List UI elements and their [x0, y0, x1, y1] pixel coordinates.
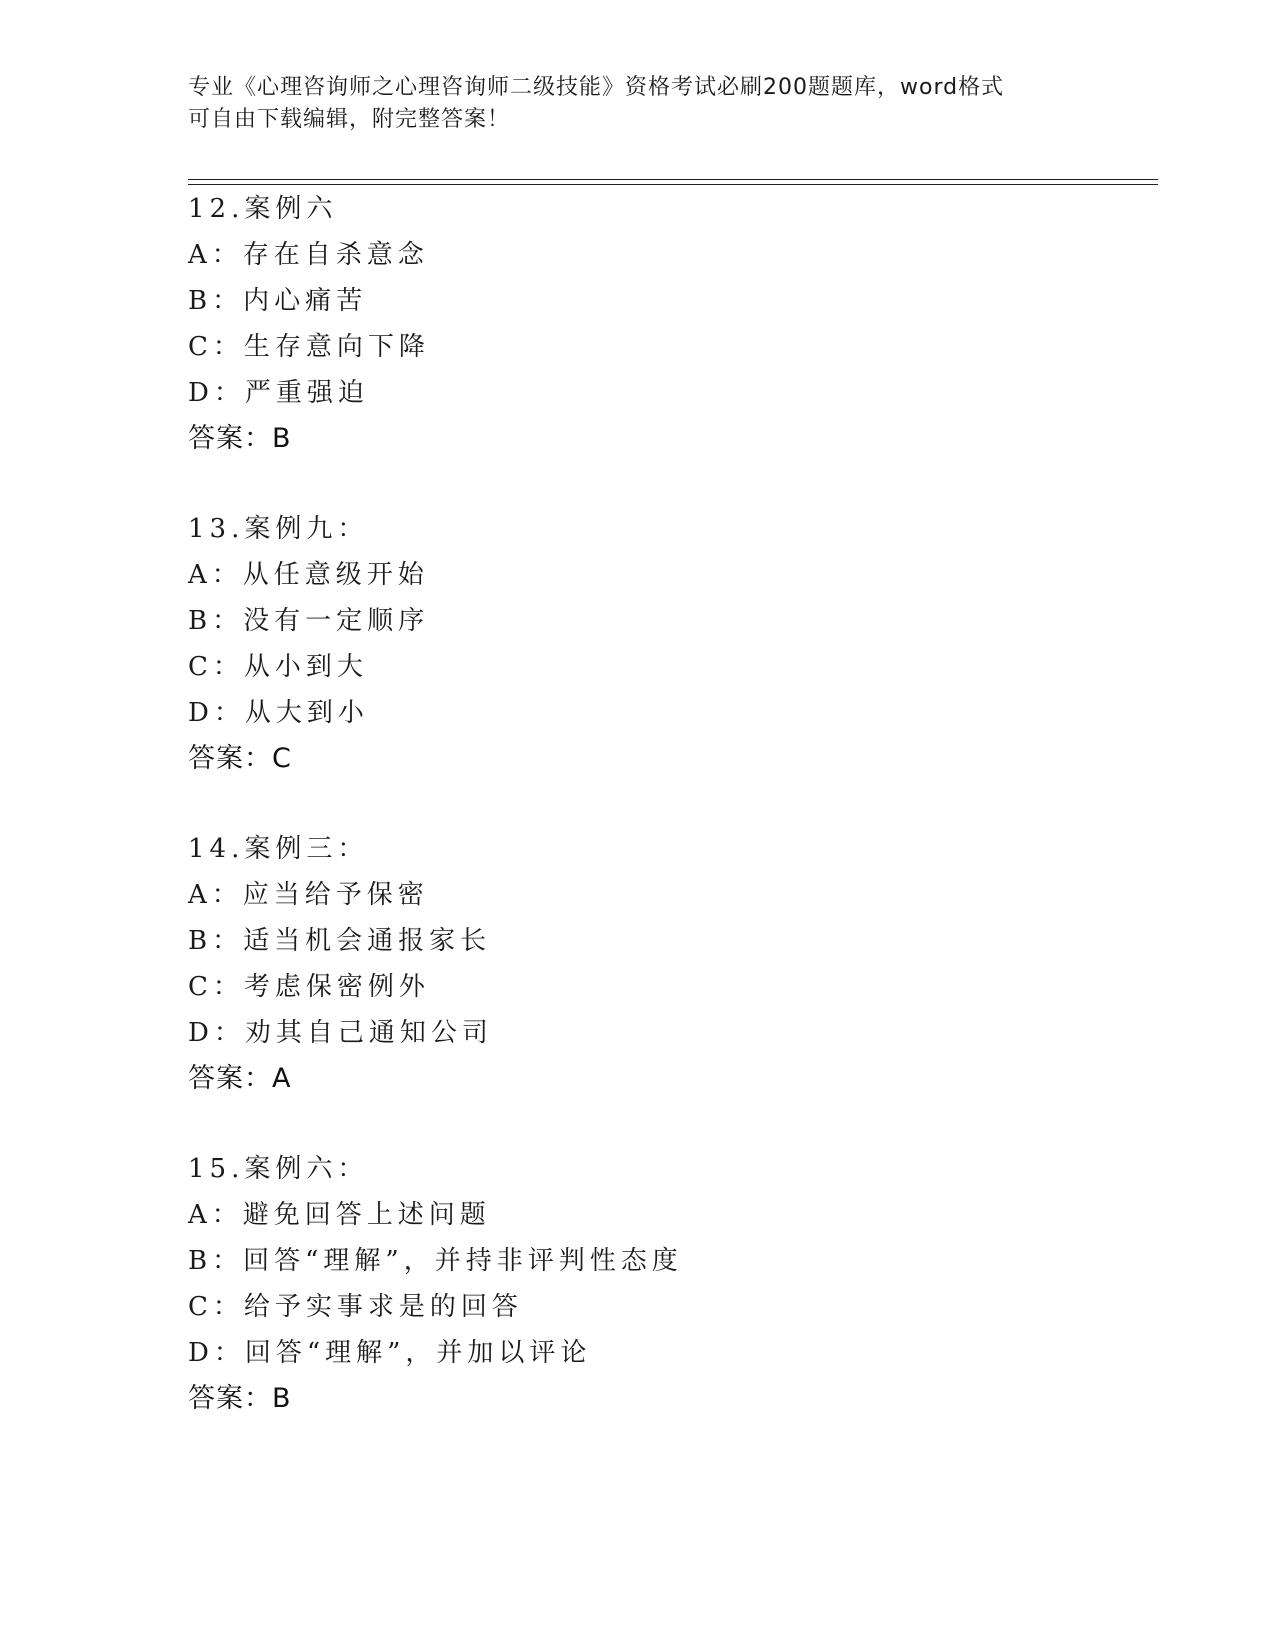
answer-label: 答案：C [188, 743, 292, 774]
question-12 [188, 186, 1148, 462]
option-d: D：劝其自己通知公司 [188, 1018, 493, 1048]
option-c: C：从小到大 [188, 652, 368, 682]
option-a: A：避免回答上述问题 [188, 1200, 491, 1230]
option-d: D：严重强迫 [188, 378, 369, 408]
answer-label: 答案：B [188, 1383, 292, 1414]
question-14 [188, 826, 1148, 1102]
document-header [188, 72, 1088, 136]
option-c: C：给予实事求是的回答 [188, 1292, 523, 1322]
option-b: B：回答“理解”，并持非评判性态度 [188, 1246, 683, 1276]
option-a: A：应当给予保密 [188, 880, 429, 910]
question-title: 15.案例六： [188, 1154, 369, 1184]
question-13 [188, 506, 1148, 782]
option-c: C：生存意向下降 [188, 332, 430, 362]
header-divider-top [188, 179, 1158, 180]
question-title: 13.案例九： [188, 514, 369, 544]
option-c: C：考虑保密例外 [188, 972, 430, 1002]
question-15 [188, 1146, 1148, 1422]
header-divider-bottom [188, 184, 1158, 185]
option-b: B：内心痛苦 [188, 286, 368, 316]
option-d: D：从大到小 [188, 698, 369, 728]
question-title: 14.案例三： [188, 834, 369, 864]
answer-label: 答案：A [188, 1063, 292, 1094]
option-b: B：适当机会通报家长 [188, 926, 492, 956]
answer-label: 答案：B [188, 423, 292, 454]
option-a: A：从任意级开始 [188, 560, 429, 590]
option-b: B：没有一定顺序 [188, 606, 430, 636]
header-line-1: 专业《心理咨询师之心理咨询师二级技能》资格考试必刷200题题库，word格式 [188, 75, 1005, 100]
question-list [188, 186, 1148, 1422]
option-a: A：存在自杀意念 [188, 240, 429, 270]
header-line-2: 可自由下载编辑，附完整答案！ [188, 107, 511, 132]
option-d: D：回答“理解”，并加以评论 [188, 1338, 592, 1368]
question-title: 12.案例六 [188, 194, 338, 224]
